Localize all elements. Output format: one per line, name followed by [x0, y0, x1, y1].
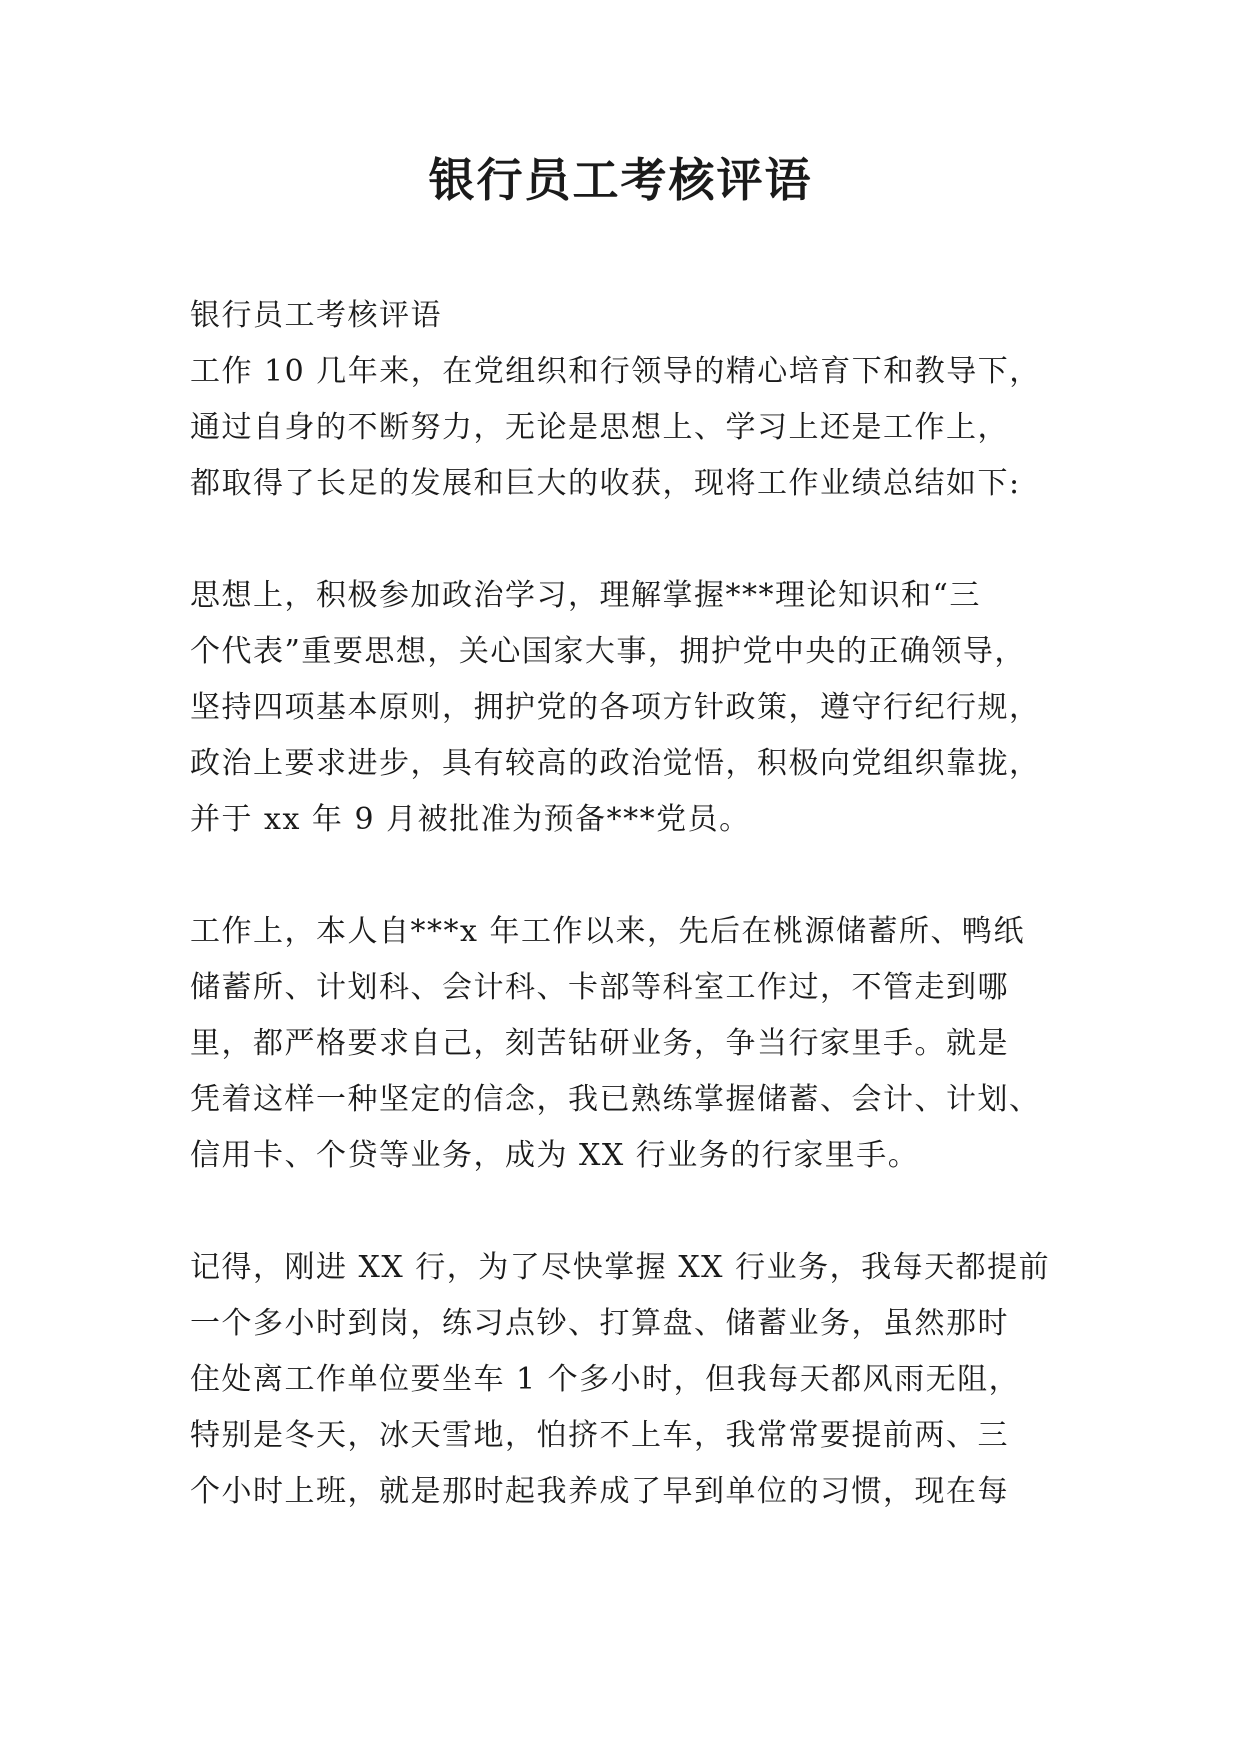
text-line: 坚持四项基本原则，拥护党的各项方针政策，遵守行纪行规， — [190, 690, 1041, 725]
document-title: 银行员工考核评语 — [428, 153, 813, 207]
text-line: 一个多小时到岗，练习点钞、打算盘、储蓄业务，虽然那时 — [190, 1306, 1009, 1341]
text-line: 个代表”重要思想，关心国家大事，拥护党中央的正确领导， — [190, 634, 1026, 669]
paragraph-heading — [190, 288, 1065, 344]
text-line: 思想上，积极参加政治学习，理解掌握***理论知识和“三 — [190, 578, 981, 613]
paragraph-work — [190, 904, 1065, 1184]
text-line: 都取得了长足的发展和巨大的收获，现将工作业绩总结如下: — [190, 466, 1021, 501]
text-line: 储蓄所、计划科、会计科、卡部等科室工作过，不管走到哪 — [190, 970, 1009, 1005]
text-line: 个小时上班，就是那时起我养成了早到单位的习惯，现在每 — [190, 1474, 1009, 1509]
paragraph-spacer — [190, 512, 1065, 568]
document-body — [190, 288, 1065, 1520]
text-line: 信用卡、个贷等业务，成为 XX 行业务的行家里手。 — [190, 1138, 920, 1173]
paragraph-spacer — [190, 1184, 1065, 1240]
text-line: 凭着这样一种坚定的信念，我已熟练掌握储蓄、会计、计划、 — [190, 1082, 1041, 1117]
text-line: 工作 10 几年来，在党组织和行领导的精心培育下和教导下， — [190, 354, 1041, 389]
text-line: 工作上，本人自***x 年工作以来，先后在桃源储蓄所、鸭纸 — [190, 914, 1025, 949]
text-line: 记得，刚进 XX 行，为了尽快掌握 XX 行业务，我每天都提前 — [190, 1250, 1051, 1285]
text-line: 银行员工考核评语 — [190, 298, 442, 333]
paragraph-spacer — [190, 848, 1065, 904]
text-line: 住处离工作单位要坐车 1 个多小时，但我每天都风雨无阻， — [190, 1362, 1021, 1397]
paragraph-intro — [190, 344, 1065, 512]
paragraph-memory — [190, 1240, 1065, 1520]
text-line: 并于 xx 年 9 月被批准为预备***党员。 — [190, 802, 751, 837]
text-line: 政治上要求进步，具有较高的政治觉悟，积极向党组织靠拢， — [190, 746, 1041, 781]
text-line: 里，都严格要求自己，刻苦钻研业务，争当行家里手。就是 — [190, 1026, 1009, 1061]
text-line: 特别是冬天，冰天雪地，怕挤不上车，我常常要提前两、三 — [190, 1418, 1009, 1453]
paragraph-ideology — [190, 568, 1065, 848]
text-line: 通过自身的不断努力，无论是思想上、学习上还是工作上， — [190, 410, 1009, 445]
